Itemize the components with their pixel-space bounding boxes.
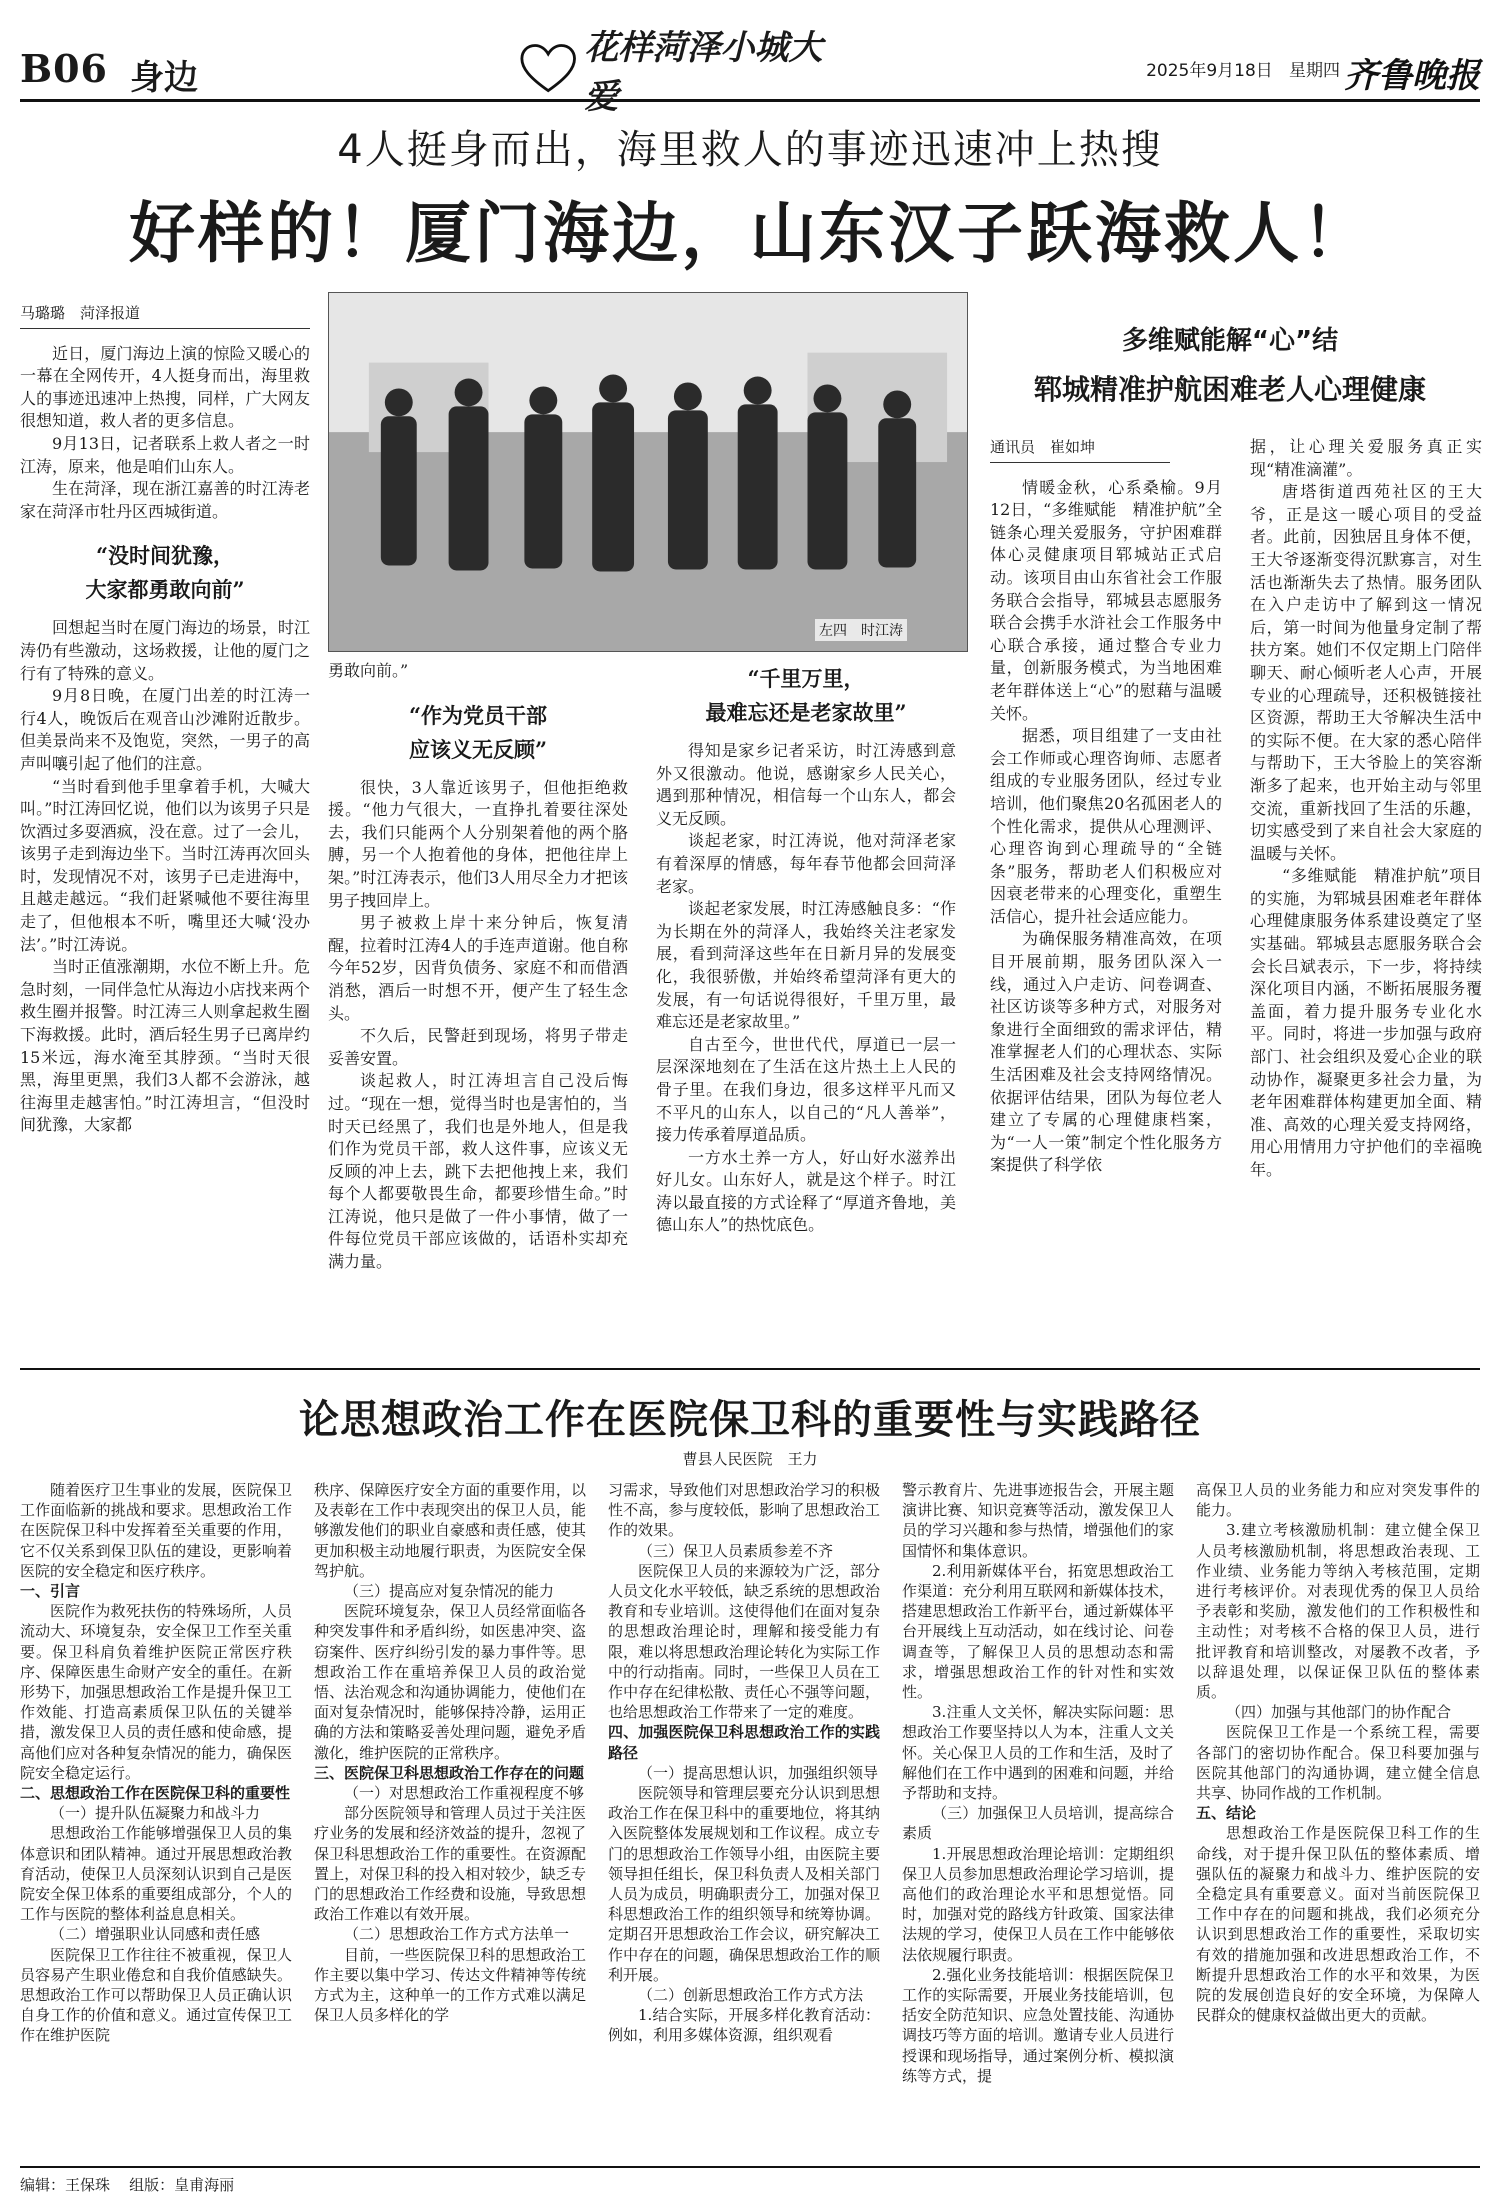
paragraph: 当时正值涨潮期，水位不断上升。危急时刻，一同伴急忙从海边小店找来两个救生圈并报警。时江涛三人则拿起救生圈下海救援。此时，酒后轻生男子已离岸约15米远，海水淹至其脖颈。“当时天很黑，海里更黑，我们3人都不会游泳，越往海里走越害怕。”时江涛坦言，“但没时间犹豫，大家都 bbox=[20, 957, 310, 1135]
article1-subhead-2: “作为党员干部 应该义无反顾” bbox=[408, 702, 548, 762]
paragraph: 谈起救人，时江涛坦言自己没后悔过。“现在一想，觉得当时也是害怕的，当时天已经黑了，我们也是外地人，但是我们作为党员干部，救人这件事，应该义无反顾的冲上去，跳下去把他拽上来，我们每个人都要敬畏生命，都要珍惜生命。”时江涛说，他只是做了一件小事情，做了一件每位党员干部应该做的，话语朴实却充满力量。 bbox=[328, 1071, 628, 1272]
paragraph: （四）加强与其他部门的协作配合 bbox=[1226, 1703, 1452, 1722]
paragraph: 很快，3人靠近该男子，但他拒绝救援。“他力气很大，一直挣扎着要往深处去，我们只能两个人分别架着他的两个胳膊，另一个人抱着他的身体，把他往岸上架。”时江涛表示，他们3人用尽全力才把该男子拽回岸上。 bbox=[328, 777, 628, 910]
article2-column-1 bbox=[20, 1480, 292, 2046]
sidebar-title-1: 多维赋能解“心”结 bbox=[1121, 326, 1339, 356]
paragraph: “当时看到他手里拿着手机，大喊大叫。”时江涛回忆说，他们以为该男子只是饮酒过多耍酒疯，没在意。过了一会儿，该男子走到海边坐下。当时江涛再次回头时，发现情况不对，该男子已走进海中，且越走越远。“我们赶紧喊他不要往海里走了，但他根本不听，嘴里还大喊‘没办法’。”时江涛说。 bbox=[20, 776, 310, 954]
article2-column-4 bbox=[902, 1480, 1174, 2086]
paragraph: （一）对思想政治工作重视程度不够 bbox=[344, 1784, 585, 1803]
sidebar-col1-paragraphs bbox=[990, 477, 1222, 1177]
paragraph: （二）思想政治工作方式方法单一 bbox=[344, 1925, 570, 1944]
article1-subhead-3: “千里万里， 最难忘还是老家故里” bbox=[705, 666, 907, 725]
article1-column-1 bbox=[20, 302, 310, 1137]
article1-col1b-paragraphs bbox=[20, 617, 310, 1137]
paragraph: 医院保卫工作往往不被重视，保卫人员容易产生职业倦怠和自我价值感缺失。思想政治工作可以帮助保卫人员正确认识自身工作的价值和意义。通过宣传保卫工作在维护医院 bbox=[20, 1945, 292, 2045]
date-text: 2025年9月18日 bbox=[1146, 61, 1273, 81]
paragraph: 目前，一些医院保卫科的思想政治工作主要以集中学习、传达文件精神等传统方式为主，这种单一的工作方式难以满足保卫人员多样化的学 bbox=[314, 1945, 586, 2025]
section-heading: 四、加强医院保卫科思想政治工作的实践路径 bbox=[608, 1723, 880, 1762]
paragraph: 回想起当时在厦门海边的场景，时江涛仍有些激动，这场救援，让他的厦门之行有了特殊的意义。 bbox=[20, 618, 310, 683]
paragraph: （三）保卫人员素质参差不齐 bbox=[638, 1541, 834, 1560]
sidebar-byline: 通讯员 崔如坤 bbox=[990, 436, 1170, 463]
article1-col1-paragraphs bbox=[20, 343, 310, 524]
article1-sub-headline: 4人挺身而出，海里救人的事迹迅速冲上热搜 bbox=[337, 127, 1163, 173]
article2-column-5 bbox=[1196, 1480, 1480, 2025]
page-header bbox=[20, 28, 1480, 117]
article1-subhead-1: “没时间犹豫， 大家都勇敢向前” bbox=[85, 543, 245, 603]
photo-illustration bbox=[329, 293, 967, 651]
article2-author: 曹县人民医院 王力 bbox=[682, 1450, 818, 1468]
paragraph: 据悉，项目组建了一支由社会工作师或心理咨询师、志愿者组成的专业服务团队，经过专业培训，他们聚焦20名孤困老人的个性化需求，提供从心理测评、心理咨询到心理疏导的“全链条”服务，帮助老人们积极应对因衰老带来的心理变化，重塑生活信心，提升社会适应能力。 bbox=[990, 726, 1222, 926]
paragraph: 据，让心理关爱服务真正实现“精准滴灌”。 bbox=[1250, 437, 1482, 479]
paragraph: 2.利用新媒体平台，拓宽思想政治工作渠道：充分利用互联网和新媒体技术，搭建思想政治工作新平台，通过新媒体平台开展线上互动活动，如在线讨论、问卷调查等，了解保卫人员的思想动态和需求，增强思想政治工作的针对性和实效性。 bbox=[902, 1561, 1174, 1702]
paper-logo: 齐鲁晚报 bbox=[1344, 56, 1480, 96]
paragraph: （一）提高思想认识，加强组织领导 bbox=[638, 1763, 879, 1782]
paragraph: 得知是家乡记者采访，时江涛感到意外又很激动。他说，感谢家乡人民关心，遇到那种情况，相信每一个山东人，都会义无反顾。 bbox=[656, 741, 956, 828]
paragraph: 3.注重人文关怀，解决实际问题：思想政治工作要坚持以人为本，注重人文关怀。关心保卫人员的工作和生活，及时了解他们在工作中遇到的困难和问题，并给予帮助和支持。 bbox=[902, 1703, 1174, 1803]
paragraph: 3.建立考核激励机制：建立健全保卫人员考核激励机制，将思想政治表现、工作业绩、业务能力等纳入考核范围，定期进行考核评价。对表现优秀的保卫人员给予表彰和奖励，激发他们的工作积极性和主动性；对考核不合格的保卫人员，进行批评教育和培训整改，对屡教不改者，予以辞退处理，以保证保卫队伍的整体素质。 bbox=[1196, 1521, 1480, 1702]
rescuer-group-photo bbox=[328, 292, 968, 652]
sidebar-col2-paragraphs bbox=[1250, 436, 1482, 1182]
paragraph: 一方水土养一方人，好山好水滋养出好儿女。山东好人，就是这个样子。时江涛以最直接的方式诠释了“厚道齐鲁地，美德山东人”的热忱底色。 bbox=[656, 1147, 956, 1235]
paragraph: 高保卫人员的业务能力和应对突发事件的能力。 bbox=[1196, 1481, 1480, 1520]
paragraph: 2.强化业务技能培训：根据医院保卫工作的实际需要，开展业务技能培训，包括安全防范知识、应急处置技能、沟通协调技巧等方面的培训。邀请专业人员进行授课和现场指导，通过案例分析、模拟演练等方式，提 bbox=[902, 1965, 1174, 2085]
paragraph: （二）增强职业认同感和责任感 bbox=[50, 1925, 261, 1944]
sidebar-column-2 bbox=[1250, 436, 1482, 1182]
paragraph: “多维赋能 精准护航”项目的实施，为郓城县困难老年群体心理健康服务体系建设奠定了坚实基础。郓城县志愿服务联合会会长吕斌表示，下一步，将持续深化项目内涵，不断拓展服务覆盖面，着力提升服务专业化水平。同时，将进一步加强与政府部门、社会组织及爱心企业的联动协作，凝聚更多社会力量，为老年困难群体构建更加全面、精准、高效的心理关爱支持网络，用心用情用力守护他们的幸福晚年。 bbox=[1250, 866, 1482, 1179]
paragraph: 随着医疗卫生事业的发展，医院保卫工作面临新的挑战和要求。思想政治工作在医院保卫科中发挥着至关重要的作用，它不仅关系到保卫队伍的建设，更影响着医院的安全稳定和医疗秩序。 bbox=[20, 1481, 292, 1580]
article1-byline: 马璐璐 菏泽报道 bbox=[20, 302, 310, 329]
weekday-text: 星期四 bbox=[1289, 61, 1340, 81]
paragraph: 思想政治工作能够增强保卫人员的集体意识和团队精神。通过开展思想政治教育活动，使保卫人员深刻认识到自己是医院安全保卫体系的重要组成部分，个人的工作与医院的整体利益息息相关。 bbox=[20, 1824, 292, 1924]
layout-credit: 组版：皇甫海丽 bbox=[129, 2176, 235, 2194]
paragraph: 习需求，导致他们对思想政治学习的积极性不高，参与度较低，影响了思想政治工作的效果。 bbox=[608, 1481, 880, 1540]
page-section: 身边 bbox=[130, 58, 198, 98]
paragraph: 谈起老家发展，时江涛感触良多：“作为长期在外的菏泽人，我始终关注老家发展，看到菏泽这些年在日新月异的发展变化，我很骄傲，并始终希望菏泽有更大的发展，有一句话说得很好，千里万里，最难忘还是老家故里。” bbox=[656, 899, 956, 1032]
paragraph: （一）提升队伍凝聚力和战斗力 bbox=[50, 1804, 261, 1823]
paragraph: 为确保服务精准高效，在项目开展前期，服务团队深入一线，通过入户走访、问卷调查、社区访谈等多种方式，对服务对象进行全面细致的需求评估，精准掌握老人们的心理状态、实际生活困难及社会支持网络情况。依据评估结果，团队为每位老人建立了专属的心理健康档案，为“一人一策”制定个性化服务方案提供了科学依 bbox=[990, 929, 1222, 1175]
paragraph: （三）提高应对复杂情况的能力 bbox=[344, 1582, 555, 1601]
paragraph: 近日，厦门海边上演的惊险又暖心的一幕在全网传开，4人挺身而出，海里救人的事迹迅速冲上热搜，同样，广大网友很想知道，救人者的更多信息。 bbox=[20, 343, 310, 431]
paragraph: 情暖金秋，心系桑榆。9月12日，“多维赋能 精准护航”全链条心理关爱服务，守护困难群体心灵健康项目郓城站正式启动。该项目由山东省社会工作服务联合会指导，郓城县志愿服务联合会携手水浒社会工作服务中心联合承接，通过整合专业力量，创新服务模式，为当地困难老年群体送上“心”的慰藉与温暖关怀。 bbox=[990, 477, 1222, 723]
paragraph: 思想政治工作是医院保卫科工作的生命线，对于提升保卫队伍的整体素质、增强队伍的凝聚力和战斗力、维护医院的安全稳定具有重要意义。面对当前医院保卫工作中存在的问题和挑战，我们必须充分认识到思想政治工作的重要性，采取切实有效的措施加强和改进思想政治工作，不断提升思想政治工作的水平和效果，为医院的发展创造良好的安全环境，为保障人民群众的健康权益做出更大的贡献。 bbox=[1196, 1824, 1480, 2025]
article1-column-3 bbox=[656, 660, 956, 1237]
page-footer bbox=[20, 2166, 1480, 2195]
paragraph: 医院保卫工作是一个系统工程，需要各部门的密切协作配合。保卫科要加强与医院其他部门的沟通协调，建立健全信息共享、协同作战的工作机制。 bbox=[1196, 1723, 1480, 1803]
article1-col2-paragraphs bbox=[328, 660, 628, 683]
paragraph: 男子被救上岸十来分钟后，恢复清醒，拉着时江涛4人的手连声道谢。他自称今年52岁，因背负债务、家庭不和而借酒消愁，酒后一时想不开，便产生了轻生念头。 bbox=[328, 913, 628, 1023]
column-logo-text: 花样菏泽小城大爱 bbox=[584, 28, 823, 117]
paragraph: 不久后，民警赶到现场，将男子带走妥善安置。 bbox=[328, 1026, 628, 1068]
paragraph: 生在菏泽，现在浙江嘉善的时江涛老家在菏泽市牡丹区西城街道。 bbox=[20, 479, 310, 521]
article1-column-2 bbox=[328, 660, 628, 1274]
paragraph: 1.开展思想政治理论培训：定期组织保卫人员参加思想政治理论学习培训，提高他们的政治理论水平和思想觉悟。同时，加强对党的路线方针政策、国家法律法规的学习，使保卫人员在工作中能够依法依规履行职责。 bbox=[902, 1844, 1174, 1964]
paragraph: 唐塔街道西苑社区的王大爷，正是这一暖心项目的受益者。此前，因独居且身体不便，王大爷逐渐变得沉默寡言，对生活也渐渐失去了热情。服务团队在入户走访中了解到这一情况后，第一时间为他量身定制了帮扶方案。她们不仅定期上门陪伴聊天、耐心倾听老人心声，开展专业的心理疏导，还积极链接社区资源，帮助王大爷解决生活中的实际不便。在大家的悉心陪伴与帮助下，王大爷脸上的笑容渐渐多了起来，也开始主动与邻里交流，重新找回了生活的乐趣，切实感受到了来自社会大家庭的温暖与关怀。 bbox=[1250, 482, 1482, 863]
paragraph: 秩序、保障医疗安全方面的重要作用，以及表彰在工作中表现突出的保卫人员，能够激发他们的职业自豪感和责任感，使其更加积极主动地履行职责，为医院安全保驾护航。 bbox=[314, 1481, 586, 1580]
paragraph: 9月13日，记者联系上救人者之一时江涛，原来，他是咱们山东人。 bbox=[20, 433, 310, 476]
section-heading: 三、医院保卫科思想政治工作存在的问题 bbox=[314, 1763, 585, 1782]
paragraph: （三）加强保卫人员培训，提高综合素质 bbox=[902, 1804, 1174, 1843]
column-logo bbox=[520, 28, 840, 117]
section-divider bbox=[20, 1368, 1480, 1370]
issue-date bbox=[1146, 56, 1340, 81]
paragraph: 勇敢向前。” bbox=[328, 661, 409, 680]
sidebar-column-1 bbox=[990, 436, 1222, 1177]
article2-column-3 bbox=[608, 1480, 880, 2046]
section-heading: 一、引言 bbox=[20, 1582, 81, 1601]
page-code: B06 bbox=[20, 46, 108, 91]
paragraph: 谈起老家，时江涛说，他对菏泽老家有着深厚的情感，每年春节他都会回菏泽老家。 bbox=[656, 831, 956, 896]
paragraph: 医院环境复杂，保卫人员经常面临各种突发事件和矛盾纠纷，如医患冲突、盗窃案件、医疗纠纷引发的暴力事件等。思想政治工作在重培养保卫人员的政治觉悟、法治观念和沟通协调能力，使他们在面对复杂情况时，能够保持冷静，运用正确的方法和策略妥善处理问题，避免矛盾激化，维护医院的正常秩序。 bbox=[314, 1602, 586, 1762]
photo-caption: 左四 时江涛 bbox=[815, 619, 907, 641]
paragraph: 医院作为救死扶伤的特殊场所，人员流动大、环境复杂，安全保卫工作至关重要。保卫科肩负着维护医院正常医疗秩序、保障医患生命财产安全的重任。在新形势下，加强思想政治工作是提升保卫工作效能、打造高素质保卫队伍的关键举措，激发保卫人员的责任感和使命感，提高他们应对各种复杂情况的能力，确保医院安全稳定运行。 bbox=[20, 1602, 292, 1782]
article1-col2b-paragraphs bbox=[328, 777, 628, 1274]
article2-column-2 bbox=[314, 1480, 586, 2025]
sidebar-title-2: 郓城精准护航困难老人心理健康 bbox=[1033, 373, 1426, 406]
paragraph: 自古至今，世世代代，厚道已一层一层深深地刻在了生活在这片热土上人民的骨子里。在我们身边，很多这样平凡而又不平凡的山东人，以自己的“凡人善举”，接力传承着厚道品质。 bbox=[656, 1034, 956, 1145]
paragraph: 警示教育片、先进事迹报告会，开展主题演讲比赛、知识竞赛等活动，激发保卫人员的学习兴趣和参与热情，增强他们的家国情怀和集体意识。 bbox=[902, 1481, 1174, 1560]
article1-col3-paragraphs bbox=[656, 740, 956, 1237]
paragraph: 9月8日晚，在厦门出差的时江涛一行4人，晚饭后在观音山沙滩附近散步。但美景尚来不及饱览，突然，一男子的高声叫嚷引起了他们的注意。 bbox=[20, 686, 310, 773]
section-heading: 二、思想政治工作在医院保卫科的重要性 bbox=[20, 1784, 291, 1803]
paragraph: 医院领导和管理层要充分认识到思想政治工作在保卫科中的重要地位，将其纳入医院整体发展规划和工作议程。成立专门的思想政治工作领导小组，由医院主要领导担任组长，保卫科负责人及相关部门人员为成员，明确职责分工，加强对保卫科思想政治工作的组织领导和统筹协调。定期召开思想政治工作会议，研究解决工作中存在的问题，确保思想政治工作的顺利开展。 bbox=[608, 1784, 880, 1984]
paragraph: 部分医院领导和管理人员过于关注医疗业务的发展和经济效益的提升，忽视了保卫科思想政治工作的重要性。在资源配置上，对保卫科的投入相对较少，缺乏专门的思想政治工作经费和设施，导致思想政治工作难以有效开展。 bbox=[314, 1804, 586, 1924]
editor-credit: 编辑：王保珠 bbox=[20, 2176, 111, 2194]
section-heading: 五、结论 bbox=[1196, 1804, 1257, 1823]
paragraph: （二）创新思想政治工作方式方法 bbox=[638, 1986, 864, 2005]
paragraph: 1.结合实际，开展多样化教育活动：例如，利用多媒体资源，组织观看 bbox=[608, 2006, 880, 2045]
article1-headline: 好样的！厦门海边，山东汉子跃海救人！ bbox=[129, 195, 1371, 272]
heart-icon bbox=[520, 42, 576, 96]
paragraph: 医院保卫人员的来源较为广泛，部分人员文化水平较低，缺乏系统的思想政治教育和专业培训。这使得他们在面对复杂的思想政治理论时，理解和接受能力有限，难以将思想政治理论转化为实际工作中的行动指南。同时，一些保卫人员在工作中存在纪律松散、责任心不强等问题，也给思想政治工作带来了一定的难度。 bbox=[608, 1561, 880, 1722]
article2-title: 论思想政治工作在医院保卫科的重要性与实践路径 bbox=[299, 1397, 1201, 1443]
